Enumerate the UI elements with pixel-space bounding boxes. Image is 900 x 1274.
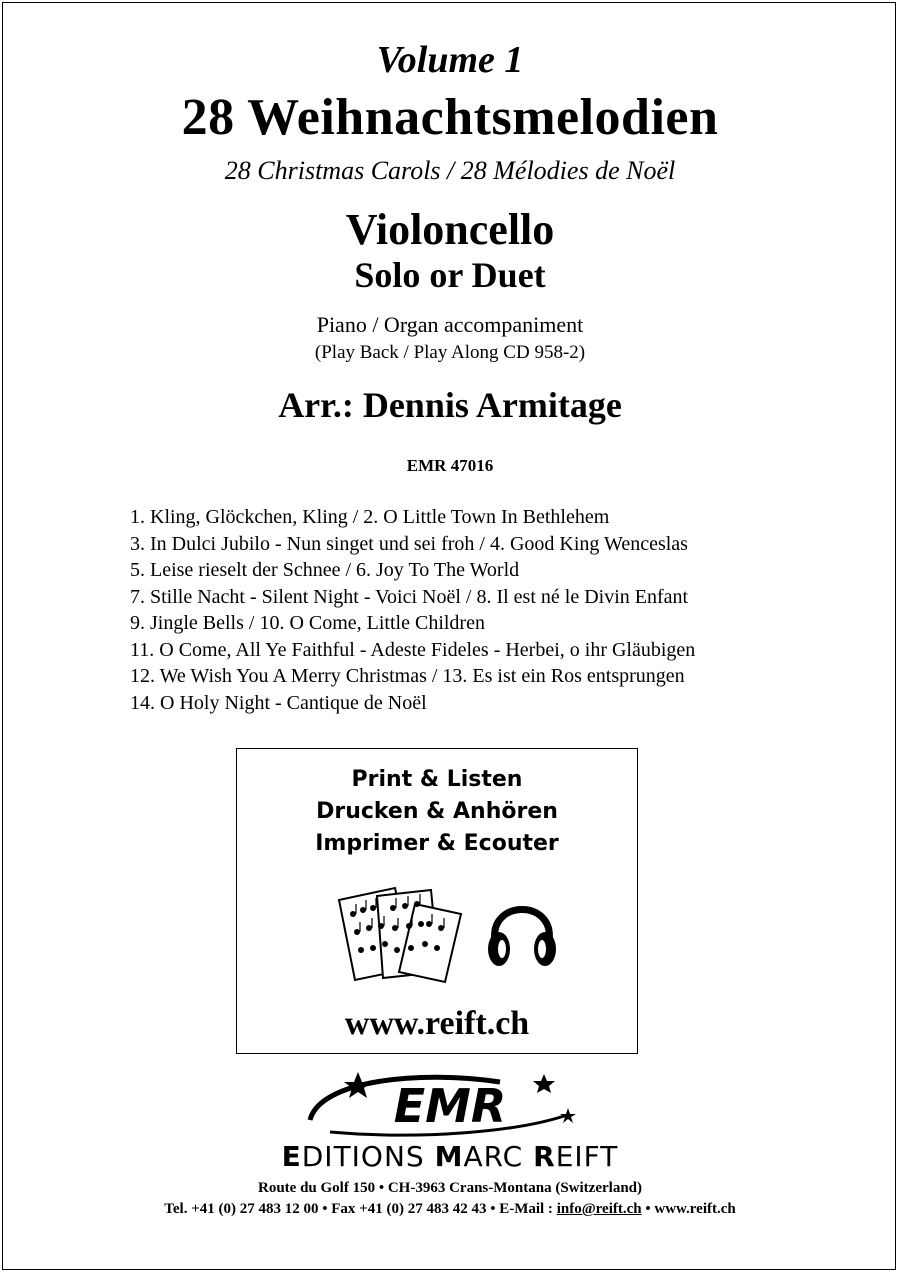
publisher-name: EDITIONS MARC REIFT (281, 1140, 619, 1173)
emr-logo-text: EMR (393, 1079, 507, 1133)
imprimer-label: Imprimer & Ecouter (315, 831, 559, 856)
sheet-music-icon (333, 884, 473, 984)
publisher-contact: Tel. +41 (0) 27 483 12 00 • Fax +41 (0) 27 483 42 43 • E-Mail : info@reift.ch • www.reift.ch (164, 1201, 736, 1217)
catalog-number: EMR 47016 (406, 456, 494, 475)
page-title: 28 Weihnachtsmelodien (181, 89, 719, 146)
email-link[interactable]: info@reift.ch (556, 1201, 642, 1217)
list-item: 5. Leise rieselt der Schnee / 6. Joy To The World (130, 559, 520, 581)
emr-logo (300, 1070, 600, 1140)
instrument: Violoncello (345, 205, 555, 254)
accompaniment: Piano / Organ accompaniment (316, 312, 584, 337)
volume-label: Volume 1 (376, 39, 524, 81)
list-item: 9. Jingle Bells / 10. O Come, Little Children (130, 612, 485, 634)
print-listen-label: Print & Listen (351, 767, 523, 792)
list-item: 12. We Wish You A Merry Christmas / 13. Es ist ein Ros entsprungen (130, 665, 685, 687)
headphones-icon (485, 889, 559, 973)
list-item: 7. Stille Nacht - Silent Night - Voici Noël / 8. Il est né le Divin Enfant (130, 585, 689, 608)
cd-info: (Play Back / Play Along CD 958-2) (314, 342, 586, 363)
subtitle: 28 Christmas Carols / 28 Mélodies de Noël (224, 156, 676, 185)
website-link[interactable]: www.reift.ch (344, 1005, 530, 1042)
publisher-address: Route du Golf 150 • CH-3963 Crans-Montana (Switzerland) (258, 1180, 642, 1196)
list-item: 14. O Holy Night - Cantique de Noël (130, 691, 427, 714)
drucken-label: Drucken & Anhören (316, 799, 558, 824)
arranger: Arr.: Dennis Armitage (278, 385, 622, 425)
list-item: 3. In Dulci Jubilo - Nun singet und sei froh / 4. Good King Wenceslas (130, 532, 688, 555)
song-list (130, 504, 695, 716)
list-item: 11. O Come, All Ye Faithful - Adeste Fideles - Herbei, o ihr Gläubigen (130, 638, 696, 661)
print-listen-box (236, 748, 638, 1054)
list-item: 1. Kling, Glöckchen, Kling / 2. O Little Town In Bethlehem (130, 506, 610, 528)
format: Solo or Duet (354, 255, 546, 295)
